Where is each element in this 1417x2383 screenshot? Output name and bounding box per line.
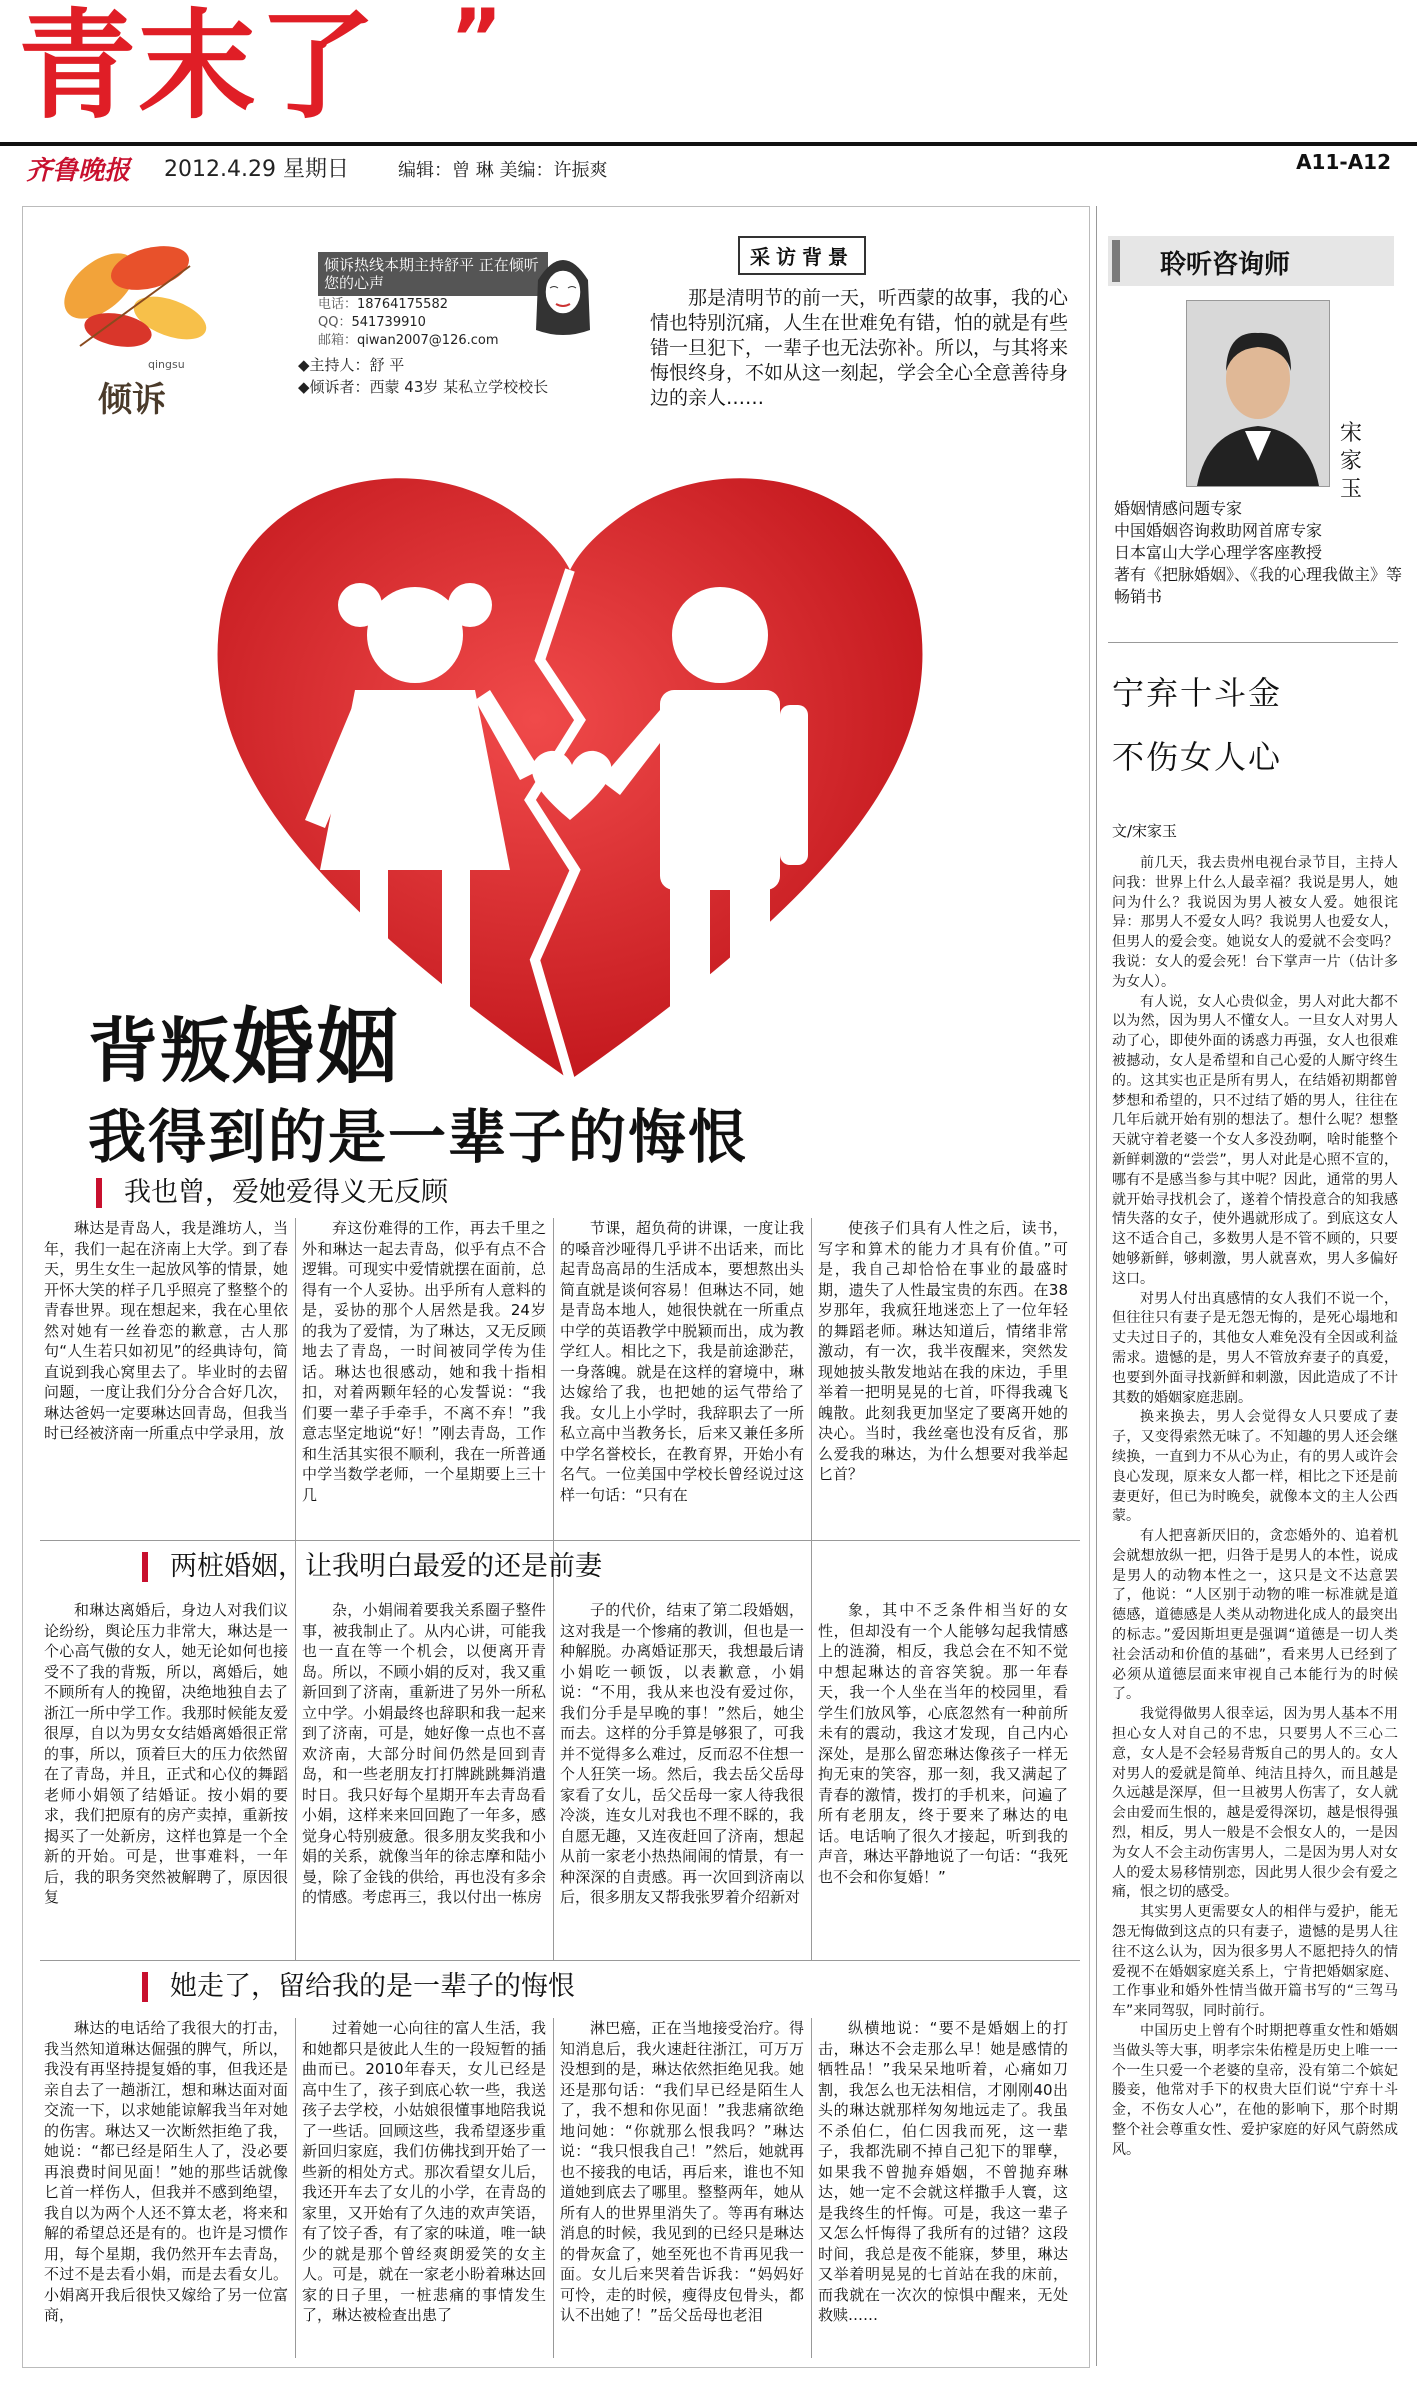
rc-title-line2: 不伤女人心 <box>1112 738 1283 776</box>
consultant-name: 宋家玉 <box>1340 421 1363 502</box>
section2-col2: 杂，小娟闹着要我关系圈子整件事，被我制止了。从内心讲，可能我也一直在等一个机会，以便离开青岛。所以，不顾小娟的反对，我又重新回到了济南，重新进了另外一所私立中学。小娟最终也辞职和我一起来到了济南，可是，她好像一点也不喜欢济南，大部分时间仍然是回到青岛，和一些老朋友打打牌跳跳舞消遣时日。我只好每个星期开车去青岛看小娟，这样来来回回跑了一年多，感觉身心特别疲惫。很多朋友奖我和小娟的关系，就像当年的徐志摩和陆小曼，除了金钱的供给，再也没有多余的情感。考虑再三，我以付出一栋房 <box>302 1601 546 1906</box>
col-rule <box>811 1600 812 1960</box>
section3-col2: 过着她一心向往的富人生活，我和她都只是彼此人生的一段短暂的插曲而已。2010年春天，女儿已经是高中生了，孩子到底心软一些，我送孩子去学校，小姑娘很懂事地陪我说了一些话。回顾这些，我希望逐步重新回归家庭，我们仿佛找到开始了一些新的相处方式。那次看望女儿后，我还开车去了女儿的小学，在青岛的家里，又开始有了久违的欢声笑语，有了饺子香，有了家的味道，唯一缺少的就是那个曾经爽朗爱笑的女主人。可是，就在一家老小盼着琳达回家的日子里，一桩悲痛的事情发生了，琳达被检查出患了 <box>302 2019 546 2324</box>
col-rule <box>295 1600 296 1960</box>
newspaper-brand: 齐鲁晚报 <box>26 156 131 186</box>
col-rule <box>553 2018 554 2358</box>
rc-byline: 文/宋家玉 <box>1112 822 1178 840</box>
section2-heading: 两桩婚姻，让我明白最爱的还是前妻 <box>142 1552 602 1582</box>
rc-paragraph: 换来换去，男人会觉得女人只要成了妻子，又变得索然无味了。不知趣的男人还会继续换，一直到力不从心为止，有的男人或许会良心发现，原来女人都一样，相比之下还是前妻更好，但已为时晚矣，就像本文的主人公西蒙。 <box>1112 1409 1398 1525</box>
hotline-title: 倾诉热线本期主持舒平 正在倾听您的心声 <box>318 252 548 296</box>
bio-line: 婚姻情感问题专家 <box>1114 499 1243 518</box>
consultant-header-mark <box>1112 240 1120 282</box>
col-rule <box>811 2018 812 2358</box>
consultant-bio <box>1114 498 1404 608</box>
section2-col1: 和琳达离婚后，身边人对我们议论纷纷，舆论压力非常大，琳达是一个心高气傲的女人，她无论如何也接受不了我的背叛，所以，离婚后，她不顾所有人的挽留，决绝地独自去了浙江一所中学工作。我那时候能友爱很厚，自以为男女女结婚离婚很正常的事，所以，顶着巨大的压力依然留在了青岛，并且，正式和心仪的舞蹈老师小娟领了结婚证。按小娟的要求，我们把原有的房产卖掉，重新按揭买了一处新房，这样也算是一个全新的开始。可是，世事难料，一年后，我的职务突然被解聘了，原因很复 <box>44 1601 288 1906</box>
hotline-qq: 541739910 <box>351 315 426 330</box>
background-label: 采访背景 <box>738 236 866 275</box>
logo-name: 倾诉 <box>98 380 166 420</box>
col-rule <box>553 1218 554 1658</box>
section2-col4: 象，其中不乏条件相当好的女性，但却没有一个人能够勾起我情感上的涟漪，相反，我总会在不知不觉中想起琳达的音容笑貌。那一年春天，我一个人坐在当年的校园里，看学生们放风筝，心底忽然有一种前所未有的震动，我这才发现，自己内心深处，是那么留恋琳达像孩子一样无拘无束的笑容，那一刻，我又满起了青春的激情，拨打的手机来，问遍了所有老朋友，终于要来了琳达的电话。电话响了很久才接起，听到我的声音，琳达平静地说了一句话：“我死也不会和你复婚！” <box>818 1601 1068 1886</box>
rc-paragraph: 有人说，女人心贵似金，男人对此大都不以为然，因为男人不懂女人。一旦女人对男人动了心，即使外面的诱惑力再强，女人也很难被撼动，女人是希望和自己心爱的人厮守终生的。这其实也正是所有男人，在结婚初期都曾梦想和希望的，只不过结了婚的男人，往往在几年后就开始有别的想法了。想什么呢？想整天就守着老婆一个女人多没劲啊，啥时能整个新鲜刺激的“尝尝”，男人对此是心照不宣的，哪有不是感当参与其中呢？因此，通常的男人就开始寻找机会了，遂着个情投意合的知我感情失落的女子，使外遇就形成了。到底这女人这不适合自己，多数男人是不管不顾的，只要她够新鲜，够刺激，男人就喜欢，男人多偏好这口。 <box>1112 993 1398 1287</box>
phone-label: 电话： <box>318 297 358 312</box>
hotline-email: qiwan2007@126.com <box>357 333 499 348</box>
section1-col4: 使孩子们具有人性之后，读书，写字和算术的能力才具有价值。”可是，我自己却恰恰在事业的最盛时期，遗失了人性最宝贵的东西。在38岁那年，我疯狂地迷恋上了一位年轻的舞蹈老师。琳达知道后，情绪非常激动，有一次，我半夜醒来，突然发现她披头散发地站在我的床边，手里举着一把明晃晃的七首，吓得我魂飞魄散。此刻我更加坚定了要离开她的决心。当时，我丝毫也没有反省，那么爱我的琳达，为什么想要对我举起匕首？ <box>818 1219 1068 1483</box>
col-rule <box>811 1218 812 1658</box>
speaker-line: ◆倾诉者：西蒙 43岁 某私立学校校长 <box>298 378 549 396</box>
rc-paragraph: 有人把喜新厌旧的，贪恋婚外的、追着机会就想放纵一把，归咎于是男人的本性，说成是男人的动物本性之一，这只是文不达意罢了，他说：“人区别于动物的唯一标准就是道德感，道德感是人类从动物进化成人的最突出的标志。”爱因斯坦更是强调“道德是一切人类社会活动和价值的基础”，看来男人已经到了必须从道德层面来审视自己本能行为的时候了。 <box>1112 1528 1398 1703</box>
headline-part1: 背叛 <box>88 1010 232 1092</box>
rc-body <box>1112 854 1398 2354</box>
rc-paragraph: 对男人付出真感情的女人我们不说一个，但往往只有妻子是无怨无悔的，是死心塌地和丈夫过日子的，其他女人难免没有全因或利益需求。遗憾的是，男人不管放弃妻子的真爱，也要到外面寻找新鲜和刺激，因此造成了不计其数的婚姻家庭悲剧。 <box>1112 1290 1398 1406</box>
hotline-box <box>318 252 548 350</box>
rc-paragraph: 其实男人更需要女人的相伴与爱护，能无怨无悔做到这点的只有妻子，遗憾的是男人往往不这么认为，因为很多男人不愿把持久的情爱视不在婚姻家庭关系上，宁肯把婚姻家庭、工作事业和婚外性情当做开篇书写的“三驾马车”来同驾驭，同时前行。 <box>1112 1904 1398 2020</box>
section3-heading: 她走了，留给我的是一辈子的悔恨 <box>142 1972 575 2002</box>
section1-col1: 琳达是青岛人，我是潍坊人，当年，我们一起在济南上大学。到了春天，男生女生一起放风筝的情景，她开怀大笑的样子几乎照亮了整整个的青春世界。现在想起来，我在心里依然对她有一丝眷恋的歉意，古人那句“人生若只如初见”的经典诗句，简直说到我心窝里去了。毕业时的去留问题，一度让我们分分合合好几次，琳达爸妈一定要琳达回青岛，但我当时已经被济南一所重点中学录用，放 <box>44 1219 288 1442</box>
column-divider <box>1096 206 1097 2366</box>
headline-sub: 我得到的是一辈子的悔恨 <box>88 1103 749 1171</box>
col-rule <box>295 2018 296 2358</box>
headline-part2: 婚姻 <box>232 1000 401 1095</box>
col-rule <box>553 1600 554 1960</box>
consultant-photo <box>1186 300 1330 487</box>
consultant-header: 聆听咨询师 <box>1160 250 1291 280</box>
rc-paragraph: 我觉得做男人很幸运，因为男人基本不用担心女人对自己的不忠，只要男人不三心二意，女人是不会轻易背叛自己的男人的。女人对男人的爱就是简单、纯洁且持久，而且越是久远越是深厚，但一旦被男人伤害了，女人就会由爱而生恨的，越是爱得深切，越是恨得强烈，相反，男人一般是不会恨女人的，一是因为女人不会主动伤害男人，二是因为男人对女人的爱太易移情别恋，因此男人很少会有爱之痛，恨之切的感受。 <box>1112 1706 1398 1901</box>
section1-heading: 我也曾，爱她爱得义无反顾 <box>96 1178 448 1208</box>
page-number: A11-A12 <box>1296 150 1391 174</box>
col-rule <box>295 1218 296 1658</box>
qq-label: QQ： <box>318 315 352 330</box>
email-label: 邮箱： <box>318 333 358 348</box>
masthead-rule <box>0 142 1417 146</box>
masthead-quote-mark: ” <box>450 0 503 85</box>
logo-pinyin: qingsu <box>148 358 185 371</box>
section1-col3: 节课，超负荷的讲课，一度让我的嗓音沙哑得几乎讲不出话来，而比起青岛高昂的生活成本，要想熬出头简直就是谈何容易！但琳达不同，她是青岛本地人，她很快就在一所重点中学的英语教学中脱颖而出，成为教学红人。相比之下，我是前途渺茫，一身落魄。就是在这样的窘境中，琳达嫁给了我，也把她的运气带给了我。女儿上小学时，我辞职去了一所私立高中当教务长，后来又兼任多所中学名誉校长，在教育界，开始小有名气。一位美国中学校长曾经说过这样一句话：“只有在 <box>560 1219 804 1504</box>
portrait-icon <box>1187 301 1329 486</box>
headline-main <box>88 982 400 1099</box>
section-rule <box>40 1960 1080 1961</box>
rc-paragraph: 前几天，我去贵州电视台录节目，主持人问我：世界上什么人最幸福？我说是男人，她问为什么？我说因为男人被女人爱。她很诧异：那男人不爱女人吗？我说男人也爱女人，但男人的爱会变。她说女人的爱就不会变吗？我说：女人的爱会死！台下掌声一片（估计多为女人）。 <box>1112 855 1398 990</box>
section3-col3: 淋巴癌，正在当地接受治疗。得知消息后，我火速赶往浙江，可万万没想到的是，琳达依然拒绝见我。她还是那句话：“我们早已经是陌生人了，我不想和你见面！”我悲痛欲绝地问她：“你就那么恨我吗？”琳达说：“我只恨我自己！”然后，她就再也不接我的电话，再后来，谁也不知道她到底去了哪里。整整两年，她从所有人的世界里消失了。等再有琳达消息的时候，我见到的已经只是琳达的骨灰盒了，她至死也不肯再见我一面。女儿后来哭着告诉我：“妈妈好可怜，走的时候，瘦得皮包骨头，都认不出她了！”岳父岳母也老泪 <box>560 2019 804 2324</box>
section2-col3: 子的代价，结束了第二段婚姻，这对我是一个惨痛的教训，但也是一种解脱。办离婚证那天，我想最后请小娟吃一顿饭，以表歉意，小娟说：“不用，我从来也没有爱过你，我们分手是早晚的事！”然后，她尘而去。这样的分手算是够狠了，可我并不觉得多么难过，反而忍不住想一个人狂笑一场。然后，我去岳父岳母家看了女儿，岳父岳母一家人待我很冷淡，连女儿对我也不理不睬的，我自愿无趣，又连夜赶回了济南，想起从前一家老小热热闹闹的情景，有一种深深的自责感。再一次回到济南以后，很多朋友又帮我张罗着介绍新对 <box>560 1601 804 1906</box>
host-sketch-icon <box>518 240 608 350</box>
section1-col2: 弃这份难得的工作，再去千里之外和琳达一起去青岛，似乎有点不合逻辑。可现实中爱情就摆在面前，总得有一个人妥协。出乎所有人意料的是，妥协的那个人居然是我。24岁的我为了爱情，为了琳达，又无反顾地去了青岛，一时间被同学传为佳话。琳达也很感动，她和我十指相扣，对着两颗年轻的心发誓说：“我们要一辈子手牵手，不离不弃！”我意志坚定地说“好！”刚去青岛，工作和生活其实很不顺利，我在一所普通中学当数学老师，一个星期要上三十几 <box>302 1219 546 1504</box>
section3-col4: 纵横地说：“要不是婚姻上的打击，琳达不会走那么早！她是感情的牺牲品！”我呆呆地听着，心痛如刀割，我怎么也无法相信，才刚刚40出头的琳达就那样匆匆地远走了。我虽不杀伯仁，伯仁因我而死，这一辈子，我都洗刷不掉自己犯下的罪孽，如果我不曾抛弃婚姻，不曾抛弃琳达，她一定不会就这样撒手人寰，这是我终生的忏悔。可是，我这一辈子又怎么忏悔得了我所有的过错？这段时间，我总是夜不能寐，梦里，琳达又举着明晃晃的七首站在我的床前，而我就在一次次的惊惧中醒来，无处救赎…… <box>818 2019 1068 2324</box>
hotline-phone: 18764175582 <box>357 297 448 312</box>
rc-title-line1: 宁弃十斗金 <box>1112 674 1283 712</box>
bio-line: 著有《把脉婚姻》、《我的心理我做主》等畅销书 <box>1114 565 1403 606</box>
rc-paragraph: 中国历史上曾有个时期把尊重女性和婚姻当做头等大事，明孝宗朱佑樘是历史上唯一一个一生只爱一个老婆的皇帝，没有第二个嫔妃媵妾，他常对手下的权贵大臣们说“宁弃十斗金，不伤女人心”，在他的影响下，那个时期整个社会尊重女性、爱护家庭的好风气蔚然成风。 <box>1112 2023 1398 2158</box>
bio-line: 中国婚姻咨询救助网首席专家 <box>1114 521 1323 540</box>
masthead-title: 青末了 <box>18 0 379 135</box>
section3-col1: 琳达的电话给了我很大的打击，我当然知道琳达倔强的脾气，所以，我没有再坚持提复婚的事，但我还是亲自去了一趟浙江，想和琳达面对面交流一下，以求她能谅解我当年对她的伤害。琳达又一次断然拒绝了我，她说：“都已经是陌生人了，没必要再浪费时间见面！”她的那些话就像匕首一样伤人，但我并不感到绝望，我自以为两个人还不算太老，将来和解的希望总还是有的。也许是习惯作用，每个星期，我仍然开车去青岛，不过不是去看小娟，而是去看女儿。小娟离开我后很快又嫁给了另一位富商， <box>44 2019 288 2324</box>
bio-line: 日本富山大学心理学客座教授 <box>1114 543 1323 562</box>
rc-rule <box>1108 642 1398 643</box>
dateline: 2012.4.29 星期日 <box>164 157 349 182</box>
editors: 编辑：曾 琳 美编：许振爽 <box>398 160 608 181</box>
background-text: 那是清明节的前一天，听西蒙的故事，我的心情也特别沉痛，人生在世难免有错，怕的就是有些错一旦犯下，一辈子也无法弥补。所以，与其将来悔恨终身，不如从这一刻起，学会全心全意善待身边的亲人…… <box>650 287 1069 409</box>
section-rule <box>40 1540 1080 1541</box>
people-info <box>298 354 548 398</box>
host-line: ◆主持人：舒 平 <box>298 356 405 374</box>
